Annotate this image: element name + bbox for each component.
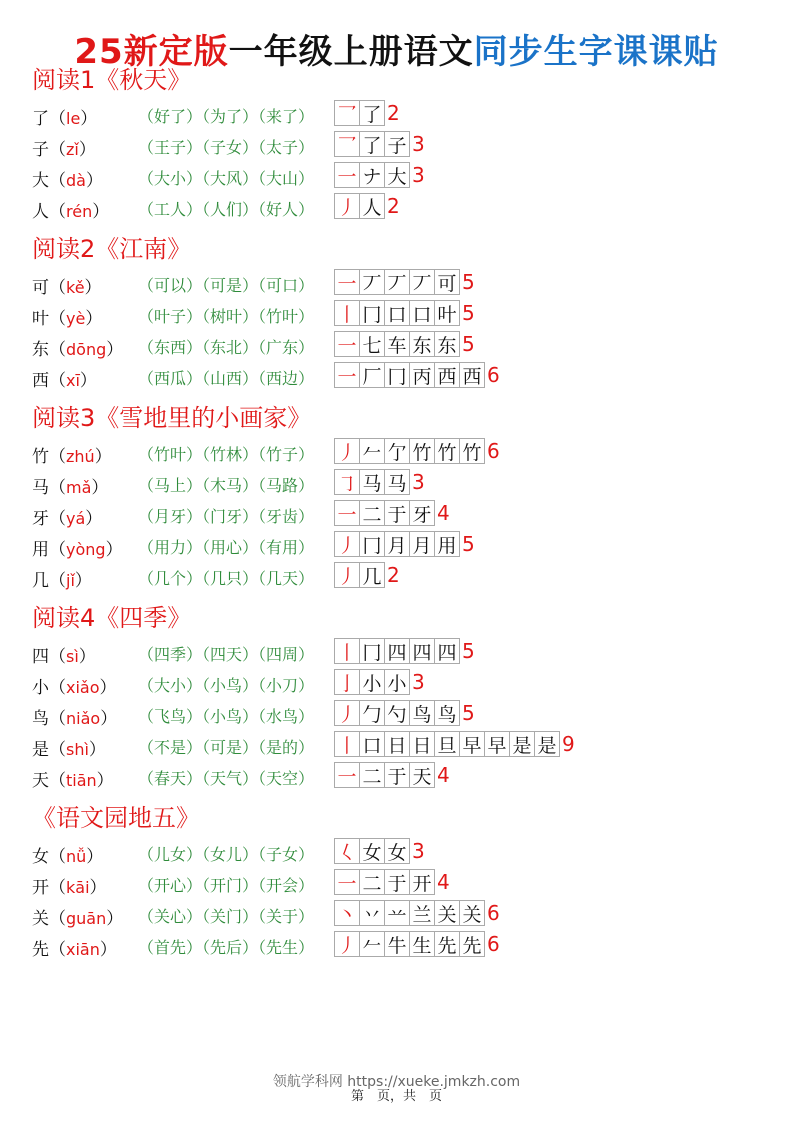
stroke-order-grid (334, 531, 475, 557)
character: 四 (32, 647, 49, 667)
stroke-cell: 丨 (334, 300, 360, 326)
stroke-count: 4 (437, 763, 450, 787)
character: 用 (32, 540, 49, 560)
stroke-count: 6 (487, 932, 500, 956)
character-with-pinyin: 了（le） (32, 109, 98, 129)
example-words: （关心）（关门）（关于） (138, 907, 315, 926)
stroke-cell: 竹 (434, 438, 460, 464)
example-words: （春天）（天气）（天空） (138, 769, 315, 788)
character: 叶 (32, 309, 49, 329)
stroke-cell: 西 (459, 362, 485, 388)
stroke-cell: 丷 (359, 900, 385, 926)
stroke-count: 5 (462, 301, 475, 325)
stroke-cell: 子 (384, 131, 410, 157)
stroke-cell: 一 (334, 869, 360, 895)
stroke-count: 6 (487, 439, 500, 463)
stroke-order-grid (334, 469, 425, 495)
character-row (32, 698, 772, 729)
stroke-cell: 冂 (359, 531, 385, 557)
character-with-pinyin: 子（zǐ） (32, 140, 96, 160)
stroke-cell: 一 (334, 500, 360, 526)
example-words: （叶子）（树叶）（竹叶） (138, 307, 315, 326)
stroke-cell: 日 (409, 731, 435, 757)
character-with-pinyin: 东（dōng） (32, 340, 124, 360)
character-row (32, 298, 772, 329)
stroke-cell: 勺 (384, 700, 410, 726)
character: 竹 (32, 447, 49, 467)
stroke-count: 3 (412, 839, 425, 863)
stroke-cell: 女 (384, 838, 410, 864)
character-row (32, 436, 772, 467)
stroke-order-grid (334, 362, 500, 388)
pinyin: yá (66, 509, 86, 528)
stroke-order-grid (334, 731, 575, 757)
character-with-pinyin: 竹（zhú） (32, 447, 112, 467)
lesson-section (32, 800, 772, 960)
lesson-section (32, 400, 772, 591)
character-with-pinyin: 西（xī） (32, 371, 97, 391)
stroke-cell: 于 (384, 762, 410, 788)
section-title: 阅读4《四季》 (32, 604, 192, 632)
example-words: （好了）（为了）（来了） (138, 107, 315, 126)
stroke-order-grid (334, 931, 500, 957)
stroke-order-grid (334, 300, 475, 326)
character: 是 (32, 740, 49, 760)
stroke-cell: 口 (359, 731, 385, 757)
stroke-count: 3 (412, 670, 425, 694)
character: 可 (32, 278, 49, 298)
character-with-pinyin: 牙（yá） (32, 509, 103, 529)
pinyin: nǚ (66, 847, 87, 866)
stroke-order-grid (334, 100, 400, 126)
stroke-order-grid (334, 162, 425, 188)
stroke-cell: ㇆ (334, 469, 360, 495)
stroke-cell: 是 (534, 731, 560, 757)
stroke-cell: 丿 (334, 531, 360, 557)
stroke-cell: 二 (359, 500, 385, 526)
stroke-cell: 勹 (359, 700, 385, 726)
character: 先 (32, 940, 49, 960)
pinyin: le (66, 109, 81, 128)
pinyin: kāi (66, 878, 90, 897)
character-with-pinyin: 人（rén） (32, 202, 110, 222)
character-with-pinyin: 用（yòng） (32, 540, 123, 560)
example-words: （大小）（小鸟）（小刀） (138, 676, 315, 695)
stroke-cell: 冂 (384, 362, 410, 388)
stroke-cell: 一 (334, 331, 360, 357)
character-with-pinyin: 叶（yè） (32, 309, 103, 329)
stroke-cell: 𠂉 (359, 931, 385, 957)
character: 西 (32, 371, 49, 391)
stroke-cell: 丿 (334, 562, 360, 588)
stroke-order-grid (334, 669, 425, 695)
stroke-order-grid (334, 193, 400, 219)
stroke-count: 4 (437, 501, 450, 525)
stroke-order-grid (334, 869, 450, 895)
stroke-order-grid (334, 700, 475, 726)
stroke-cell: 东 (434, 331, 460, 357)
character: 牙 (32, 509, 49, 529)
stroke-cell: 关 (459, 900, 485, 926)
character-row (32, 267, 772, 298)
stroke-cell: 丆 (384, 269, 410, 295)
stroke-count: 3 (412, 163, 425, 187)
stroke-cell: 丿 (334, 931, 360, 957)
example-words: （开心）（开门）（开会） (138, 876, 315, 895)
example-words: （飞鸟）（小鸟）（水鸟） (138, 707, 315, 726)
stroke-cell: 𡿨 (334, 838, 360, 864)
character: 子 (32, 140, 49, 160)
example-words: （马上）（木马）（马路） (138, 476, 315, 495)
stroke-cell: 生 (409, 931, 435, 957)
character-with-pinyin: 天（tiān） (32, 771, 114, 791)
stroke-count: 6 (487, 901, 500, 925)
stroke-cell: 车 (384, 331, 410, 357)
stroke-cell: 竹 (459, 438, 485, 464)
stroke-order-grid (334, 331, 475, 357)
character-row (32, 560, 772, 591)
stroke-cell: 冂 (359, 300, 385, 326)
stroke-cell: 䒑 (384, 900, 410, 926)
pinyin: mǎ (66, 478, 92, 497)
stroke-cell: 二 (359, 762, 385, 788)
stroke-cell: 月 (384, 531, 410, 557)
page-counter: 第 页，共 页 (350, 1089, 442, 1104)
character-row (32, 636, 772, 667)
character-row (32, 467, 772, 498)
example-words: （西瓜）（山西）（西边） (138, 369, 315, 388)
stroke-cell: 四 (409, 638, 435, 664)
character-row (32, 498, 772, 529)
stroke-cell: 马 (384, 469, 410, 495)
stroke-cell: 先 (459, 931, 485, 957)
example-words: （几个）（几只）（几天） (138, 569, 315, 588)
stroke-cell: 可 (434, 269, 460, 295)
stroke-order-grid (334, 838, 425, 864)
pinyin: shì (66, 740, 89, 759)
character: 人 (32, 202, 49, 222)
stroke-count: 5 (462, 270, 475, 294)
stroke-cell: 一 (334, 362, 360, 388)
example-words: （竹叶）（竹林）（竹子） (138, 445, 315, 464)
pinyin: tiān (66, 771, 97, 790)
stroke-cell: 丨 (334, 731, 360, 757)
stroke-cell: 七 (359, 331, 385, 357)
stroke-order-grid (334, 900, 500, 926)
character: 了 (32, 109, 49, 129)
character-row (32, 329, 772, 360)
stroke-cell: 东 (409, 331, 435, 357)
stroke-cell: 几 (359, 562, 385, 588)
character: 大 (32, 171, 49, 191)
section-title: 阅读2《江南》 (32, 235, 192, 263)
stroke-cell: 了 (359, 100, 385, 126)
character-with-pinyin: 关（guān） (32, 909, 124, 929)
title-part-2: 一年级上册语文 (228, 32, 474, 72)
example-words: （王子）（子女）（太子） (138, 138, 315, 157)
stroke-count: 6 (487, 363, 500, 387)
character-with-pinyin: 鸟（niǎo） (32, 709, 118, 729)
pinyin: zhú (66, 447, 95, 466)
character-with-pinyin: 马（mǎ） (32, 478, 109, 498)
stroke-cell: 乛 (334, 100, 360, 126)
stroke-count: 5 (462, 332, 475, 356)
character-with-pinyin: 大（dà） (32, 171, 103, 191)
character-row (32, 98, 772, 129)
section-title: 阅读1《秋天》 (32, 66, 192, 94)
stroke-order-grid (334, 438, 500, 464)
character-with-pinyin: 几（jǐ） (32, 571, 92, 591)
pinyin: yè (66, 309, 86, 328)
stroke-cell: ナ (359, 162, 385, 188)
character: 鸟 (32, 709, 49, 729)
stroke-cell: 人 (359, 193, 385, 219)
example-words: （月牙）（门牙）（牙齿） (138, 507, 315, 526)
stroke-cell: 厂 (359, 362, 385, 388)
stroke-cell: 丿 (334, 700, 360, 726)
character-row (32, 729, 772, 760)
stroke-count: 4 (437, 870, 450, 894)
footer-site: 领航学科网 https://xueke.jmkzh.com (272, 1074, 521, 1090)
stroke-cell: 关 (434, 900, 460, 926)
stroke-cell: 𠂉 (359, 438, 385, 464)
pinyin: xiǎo (66, 678, 100, 697)
stroke-count: 3 (412, 470, 425, 494)
stroke-cell: 亅 (334, 669, 360, 695)
character-row (32, 867, 772, 898)
stroke-cell: 于 (384, 869, 410, 895)
stroke-cell: 西 (434, 362, 460, 388)
stroke-cell: 兰 (409, 900, 435, 926)
section-title: 阅读3《雪地里的小画家》 (32, 404, 312, 432)
pinyin: dà (66, 171, 86, 190)
stroke-order-grid (334, 562, 400, 588)
stroke-cell: 一 (334, 162, 360, 188)
stroke-cell: 竹 (409, 438, 435, 464)
pinyin: zǐ (66, 140, 79, 159)
stroke-cell: 四 (384, 638, 410, 664)
character-with-pinyin: 是（shì） (32, 740, 106, 760)
stroke-cell: 了 (359, 131, 385, 157)
character: 女 (32, 847, 49, 867)
stroke-count: 5 (462, 639, 475, 663)
stroke-cell: 于 (384, 500, 410, 526)
example-words: （用力）（用心）（有用） (138, 538, 315, 557)
stroke-cell: 叶 (434, 300, 460, 326)
stroke-cell: 一 (334, 762, 360, 788)
character: 东 (32, 340, 49, 360)
stroke-cell: 小 (384, 669, 410, 695)
stroke-cell: 旦 (434, 731, 460, 757)
stroke-cell: 大 (384, 162, 410, 188)
stroke-cell: 天 (409, 762, 435, 788)
stroke-cell: 冂 (359, 638, 385, 664)
character-row (32, 160, 772, 191)
stroke-cell: 鸟 (409, 700, 435, 726)
stroke-cell: 开 (409, 869, 435, 895)
stroke-count: 9 (562, 732, 575, 756)
stroke-cell: 用 (434, 531, 460, 557)
stroke-cell: 早 (459, 731, 485, 757)
stroke-cell: 鸟 (434, 700, 460, 726)
character-row (32, 836, 772, 867)
stroke-cell: 马 (359, 469, 385, 495)
pinyin: yòng (66, 540, 106, 559)
stroke-cell: 丆 (359, 269, 385, 295)
character-row (32, 529, 772, 560)
character-with-pinyin: 女（nǚ） (32, 847, 104, 867)
character: 天 (32, 771, 49, 791)
character: 几 (32, 571, 49, 591)
stroke-cell: 丿 (334, 438, 360, 464)
character-row (32, 929, 772, 960)
stroke-count: 2 (387, 194, 400, 218)
stroke-cell: 丿 (334, 193, 360, 219)
character-with-pinyin: 先（xiān） (32, 940, 117, 960)
example-words: （可以）（可是）（可口） (138, 276, 315, 295)
stroke-order-grid (334, 131, 425, 157)
pinyin: kě (66, 278, 85, 297)
character-with-pinyin: 可（kě） (32, 278, 102, 298)
stroke-order-grid (334, 762, 450, 788)
stroke-cell: 女 (359, 838, 385, 864)
pinyin: rén (66, 202, 93, 221)
character-with-pinyin: 四（sì） (32, 647, 96, 667)
stroke-count: 5 (462, 532, 475, 556)
stroke-cell: 丆 (409, 269, 435, 295)
example-words: （四季）（四天）（四周） (138, 645, 315, 664)
stroke-cell: 丙 (409, 362, 435, 388)
lesson-section (32, 231, 772, 391)
example-words: （首先）（先后）（先生） (138, 938, 315, 957)
character-row (32, 760, 772, 791)
character-row (32, 129, 772, 160)
character: 小 (32, 678, 49, 698)
stroke-cell: 亇 (384, 438, 410, 464)
stroke-cell: 牙 (409, 500, 435, 526)
stroke-cell: 一 (334, 269, 360, 295)
stroke-cell: 先 (434, 931, 460, 957)
pinyin: dōng (66, 340, 107, 359)
character-with-pinyin: 开（kāi） (32, 878, 107, 898)
stroke-cell: 丶 (334, 900, 360, 926)
stroke-count: 5 (462, 701, 475, 725)
lesson-section (32, 62, 772, 222)
stroke-cell: 早 (484, 731, 510, 757)
character-row (32, 191, 772, 222)
stroke-cell: 丨 (334, 638, 360, 664)
character-row (32, 898, 772, 929)
character: 开 (32, 878, 49, 898)
example-words: （东西）（东北）（广东） (138, 338, 315, 357)
character: 马 (32, 478, 49, 498)
pinyin: xī (66, 371, 80, 390)
stroke-order-grid (334, 269, 475, 295)
lesson-section (32, 600, 772, 791)
pinyin: jǐ (66, 571, 75, 590)
character-with-pinyin: 小（xiǎo） (32, 678, 117, 698)
stroke-cell: 牛 (384, 931, 410, 957)
character: 关 (32, 909, 49, 929)
stroke-count: 2 (387, 563, 400, 587)
example-words: （不是）（可是）（是的） (138, 738, 315, 757)
title-part-1: 25新定版 (74, 32, 229, 72)
stroke-order-grid (334, 638, 475, 664)
stroke-cell: 四 (434, 638, 460, 664)
stroke-cell: 口 (384, 300, 410, 326)
example-words: （大小）（大风）（大山） (138, 169, 315, 188)
section-title: 《语文园地五》 (32, 804, 200, 832)
stroke-count: 2 (387, 101, 400, 125)
pinyin: guān (66, 909, 107, 928)
stroke-cell: 小 (359, 669, 385, 695)
stroke-count: 3 (412, 132, 425, 156)
stroke-order-grid (334, 500, 450, 526)
example-words: （儿女）（女儿）（子女） (138, 845, 315, 864)
pinyin: niǎo (66, 709, 101, 728)
title-part-3: 同步生字课课贴 (473, 32, 719, 72)
stroke-cell: 口 (409, 300, 435, 326)
example-words: （工人）（人们）（好人） (138, 200, 315, 219)
stroke-cell: 二 (359, 869, 385, 895)
character-row (32, 360, 772, 391)
stroke-cell: 日 (384, 731, 410, 757)
stroke-cell: 是 (509, 731, 535, 757)
character-row (32, 667, 772, 698)
stroke-cell: 月 (409, 531, 435, 557)
stroke-cell: 乛 (334, 131, 360, 157)
pinyin: xiān (66, 940, 100, 959)
pinyin: sì (66, 647, 79, 666)
